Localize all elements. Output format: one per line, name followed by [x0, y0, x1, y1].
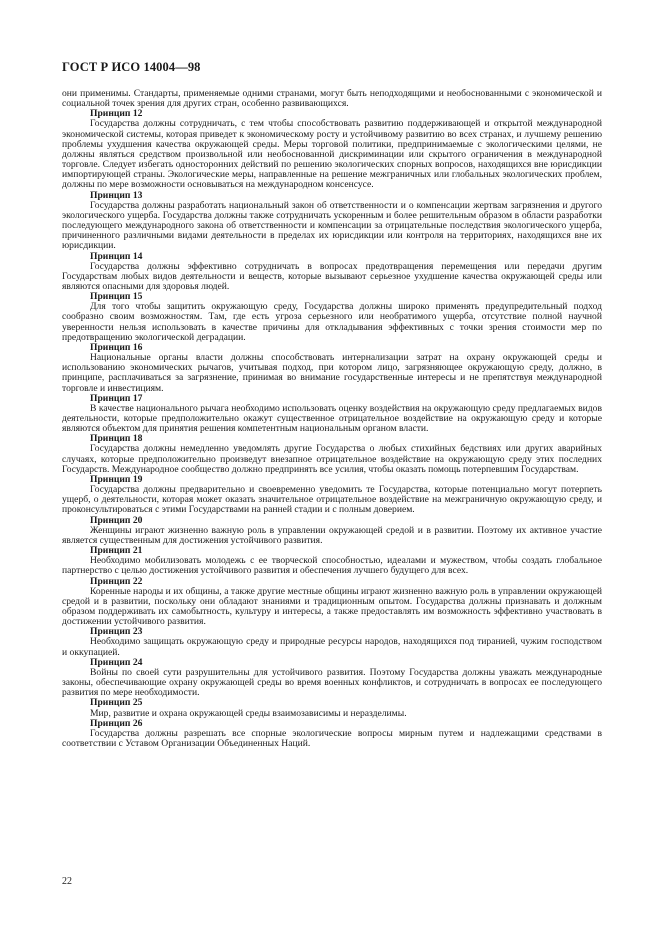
document-header: ГОСТ Р ИСО 14004—98: [62, 60, 201, 74]
principle-paragraph: Войны по своей сути разрушительны для устойчивого развития. Поэтому Государства должны уважать международные законы, обеспечивающие охрану окружающей среды во время военных конфликтов, и сотрудничать в вопросах ее последующего развития по мере необходимости.: [62, 666, 602, 699]
principle-paragraph: Национальные органы власти должны способствовать интернализации затрат на охрану окружающей среды и использованию экономических рычагов, учитывая подход, при котором лицо, загрязняющее окружающую среду, должно, в принципе, расплачиваться за загрязнение, принимая во внимание государственные интересы и не препятствуя международной торговле и инвестициям.: [62, 352, 602, 394]
principle-heading: Принцип 25: [90, 697, 143, 709]
principle-heading: Принцип 20: [90, 514, 143, 526]
principle-heading: Принцип 15: [90, 291, 143, 303]
principle-heading: Принцип 22: [90, 575, 143, 587]
document-body: [62, 89, 602, 749]
principle-paragraph: В качестве национального рычага необходимо использовать оценку воздействия на окружающую среду предлагаемых видов деятельности, которые предположительно окажут существенное отрицательное воздействие на окружающую среду и которые являются объектом для принятия решения компетентным национальным органом власти.: [62, 402, 602, 435]
principle-paragraph: Женщины играют жизненно важную роль в управлении окружающей средой и в развитии. Поэтому их активное участие является существенным для достижения устойчивого развития.: [62, 524, 602, 546]
principle-heading: Принцип 26: [90, 717, 143, 729]
principle-heading: Принцип 24: [90, 656, 143, 668]
principle-paragraph: Необходимо защищать окружающую среду и природные ресурсы народов, находящихся под тиранией, чужим господством и оккупацией.: [62, 636, 602, 658]
continued-paragraph: они применимы. Стандарты, применяемые одними странами, могут быть неподходящими и необоснованными с экономической и социальной точек зрения для других стран, особенно развивающихся.: [62, 88, 602, 110]
principle-paragraph: Государства должны немедленно уведомлять другие Государства о любых стихийных бедствиях или других аварийных случаях, которые предположительно произведут внезапное отрицательное воздействие на окружающую среду этих последних Государств. Международное сообщество должно предпринять все усилия, чтобы оказать помощь потерпевшим Государствам.: [62, 443, 602, 475]
principle-heading: Принцип 19: [90, 473, 143, 485]
principle-paragraph: Государства должны эффективно сотрудничать в вопросах предотвращения перемещения или передачи другим Государствам любых видов деятельности и веществ, которые вызывают серьезное ухудшение качества окружающей среды или являются опасными для здоровья людей.: [62, 260, 602, 292]
principle-heading: Принцип 17: [90, 392, 143, 404]
principle-heading: Принцип 23: [90, 626, 143, 638]
principle-paragraph: Государства должны предварительно и своевременно уведомить те Государства, которые потенциально могут потерпеть ущерб, о деятельности, которая может оказать значительное отрицательное воздействие на межграничную окружающую среду, и проконсультироваться с этими Государствами на ранней стадии и с полным доверием.: [62, 484, 602, 516]
principle-paragraph: Государства должны разработать национальный закон об ответственности и о компенсации жертвам загрязнения и другого экологического ущерба. Государства должны также сотрудничать ускоренным и более решительным образом в области разработки последующего международного закона об ответственности и компенсации за отрицательные последствия экологического ущерба, причиненного различными видами деятельности в пределах их юрисдикции или контроля на территориях, находящихся вне их юрисдикции.: [62, 199, 602, 252]
principle-paragraph: Государства должны сотрудничать, с тем чтобы способствовать развитию поддерживающей и открытой международной экономической системы, которая приведет к экономическому росту и устойчивому развитию во всех странах, и лучшему решению проблемы ухудшения качества окружающей среды. Меры торговой политики, предпринимаемые с экологическими целями, не должны являться средством произвольной или необоснованной дискриминации или скрытого ограничения в международной торговле. Следует избегать односторонних действий по решению экологических спорных вопросов, находящихся вне юрисдикции импортирующей страны. Экологические меры, направленные на решение межграничных или глобальных экологических проблем, должны по мере возможности основываться на международном консенсусе.: [62, 118, 602, 191]
principle-heading: Принцип 14: [90, 250, 143, 262]
principle-heading: Принцип 16: [90, 341, 143, 353]
principle-paragraph: Государства должны разрешать все спорные экологические вопросы мирным путем и надлежащими средствами в соответствии с Уставом Организации Объединенных Наций.: [62, 727, 602, 749]
principle-heading: Принцип 18: [90, 433, 143, 445]
principle-heading: Принцип 21: [90, 545, 143, 557]
principle-paragraph: Для того чтобы защитить окружающую среду, Государства должны широко применять предупредительный подход сообразно своим возможностям. Там, где есть угроза серьезного или необратимого ущерба, отсутствие полной научной уверенности нельзя использовать в качестве причины для откладывания эффективных с точки зрения стоимости мер по предотвращению экологической деградации.: [62, 301, 602, 343]
principle-paragraph: Коренные народы и их общины, а также другие местные общины играют жизненно важную роль в управлении окружающей средой и в развитии, поскольку они обладают знаниями и традиционным опытом. Государства должны признавать и должным образом поддерживать их самобытность, культуру и интересы, а также предоставлять им возможность эффективно участвовать в достижении устойчивого развития.: [62, 585, 602, 628]
principle-heading: Принцип 13: [90, 189, 143, 201]
page-number: 22: [62, 876, 72, 887]
principle-paragraph: Необходимо мобилизовать молодежь с ее творческой способностью, идеалами и мужеством, чтобы создать глобальное партнерство с целью достижения устойчивого развития и обеспечения лучшего будущего для всех.: [62, 555, 602, 577]
principle-heading: Принцип 12: [90, 108, 143, 120]
principle-paragraph: Мир, развитие и охрана окружающей среды взаимозависимы и неразделимы.: [90, 707, 407, 719]
